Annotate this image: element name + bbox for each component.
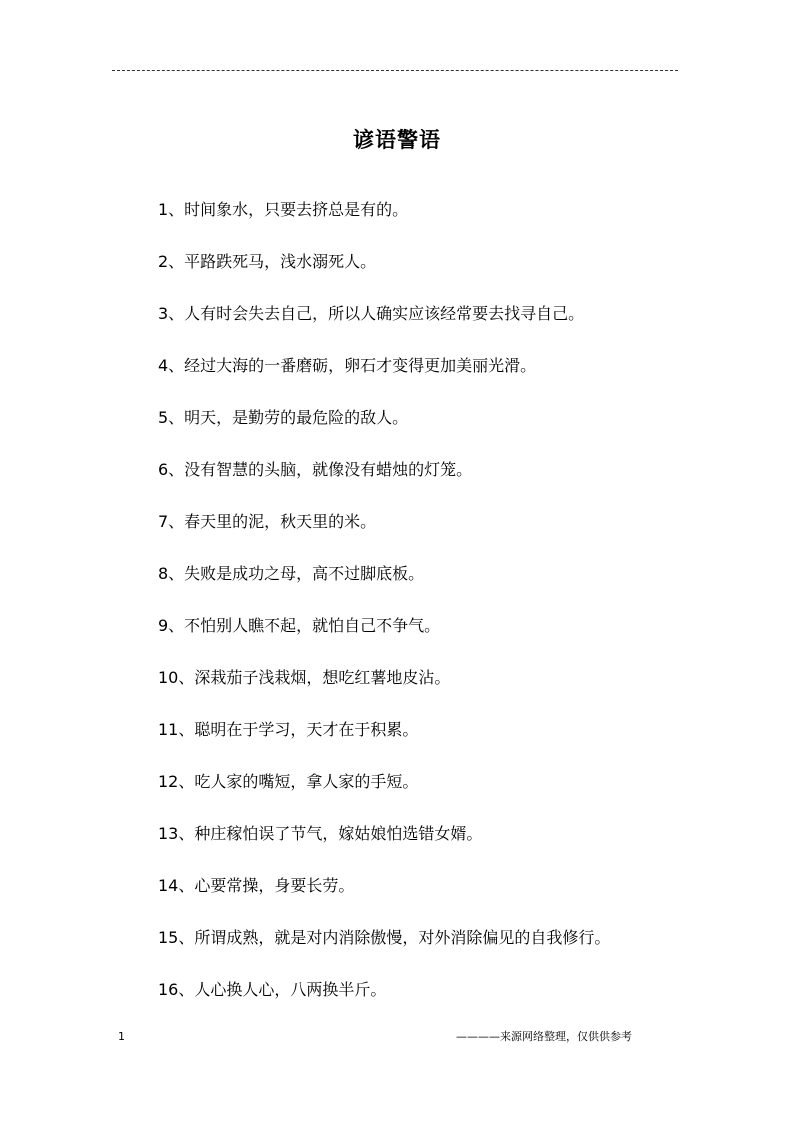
proverb-item: 5、明天，是勤劳的最危险的敌人。 — [158, 408, 409, 427]
proverb-item: 14、心要常操，身要长劳。 — [158, 876, 355, 895]
footer-note: ————来源网络整理，仅供供参考 — [456, 1030, 632, 1043]
proverb-item: 10、深栽茄子浅栽烟，想吃红薯地皮沾。 — [158, 668, 451, 687]
proverb-item: 12、吃人家的嘴短，拿人家的手短。 — [158, 772, 419, 791]
proverb-item: 7、春天里的泥，秋天里的米。 — [158, 512, 377, 531]
proverb-list — [158, 196, 610, 1028]
proverb-item: 8、失败是成功之母，高不过脚底板。 — [158, 564, 425, 583]
proverb-item: 13、种庄稼怕误了节气，嫁姑娘怕选错女婿。 — [158, 824, 483, 843]
proverb-item: 16、人心换人心，八两换半斤。 — [158, 980, 387, 999]
proverb-item: 4、经过大海的一番磨砺，卵石才变得更加美丽光滑。 — [158, 356, 537, 375]
document-title: 谚语警语 — [353, 127, 441, 152]
proverb-item: 3、人有时会失去自己，所以人确实应该经常要去找寻自己。 — [158, 304, 585, 323]
page-number: 1 — [118, 1030, 125, 1043]
proverb-item: 6、没有智慧的头脑，就像没有蜡烛的灯笼。 — [158, 460, 473, 479]
header-rule — [112, 70, 678, 71]
proverb-item: 1、时间象水，只要去挤总是有的。 — [158, 200, 409, 219]
proverb-item: 9、不怕别人瞧不起，就怕自己不争气。 — [158, 616, 441, 635]
proverb-item: 11、聪明在于学习，天才在于积累。 — [158, 720, 419, 739]
proverb-item: 15、所谓成熟，就是对内消除傲慢，对外消除偏见的自我修行。 — [158, 928, 611, 947]
proverb-item: 2、平路跌死马，浅水溺死人。 — [158, 252, 377, 271]
